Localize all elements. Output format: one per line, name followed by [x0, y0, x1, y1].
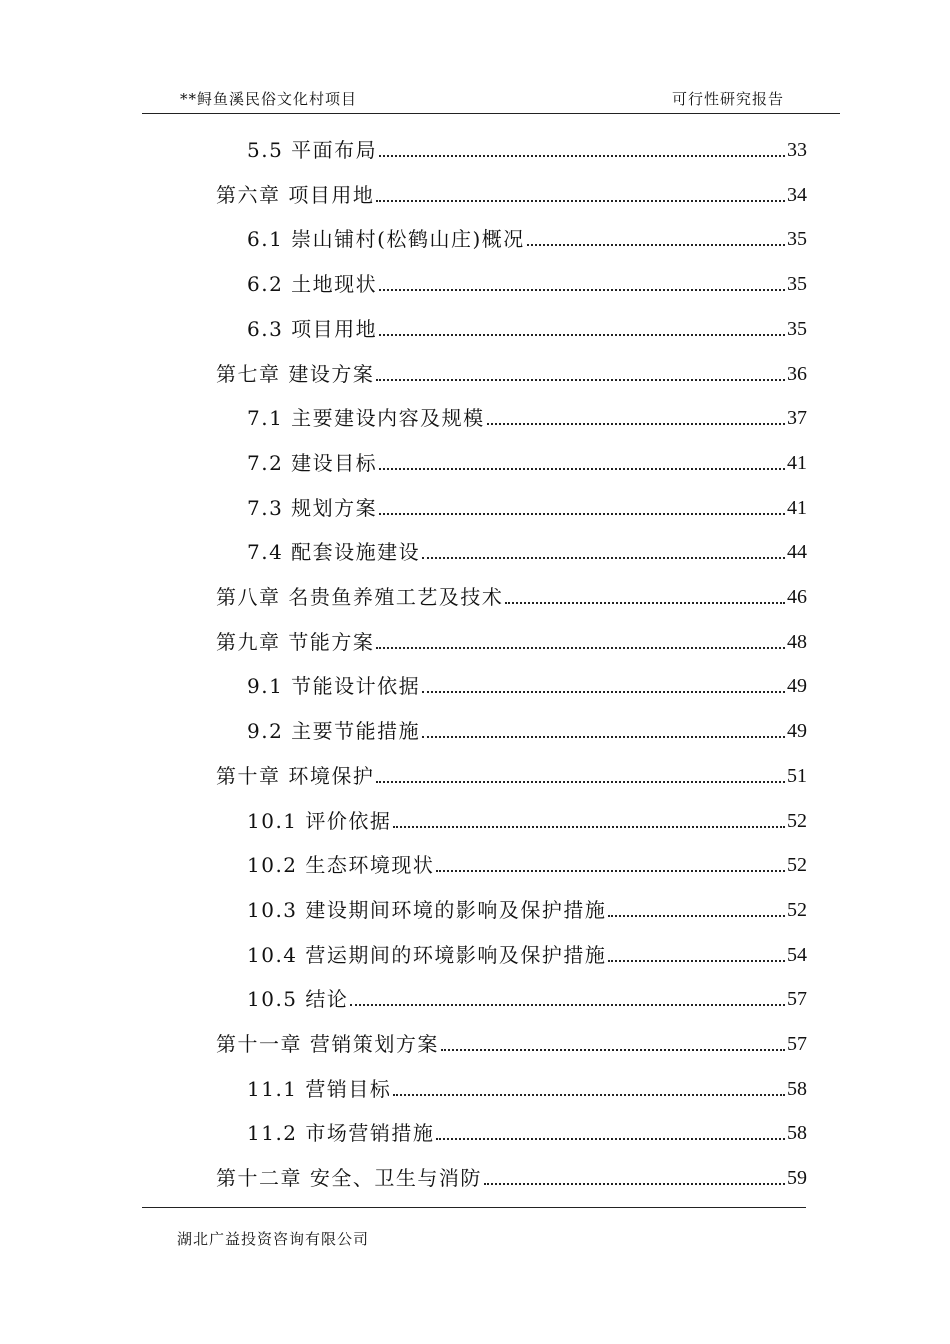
toc-entry-title: 10.5 结论 [247, 987, 349, 1012]
toc-dot-leader [379, 513, 785, 515]
toc-dot-leader [393, 1094, 785, 1096]
toc-section-entry[interactable] [247, 1107, 807, 1147]
toc-entry-page-number: 34 [787, 183, 807, 206]
toc-entry-title: 11.2 市场营销措施 [247, 1121, 435, 1146]
toc-section-entry[interactable] [247, 839, 807, 879]
toc-chapter-entry[interactable] [216, 348, 807, 388]
toc-entry-page-number: 58 [787, 1077, 807, 1100]
toc-dot-leader [422, 736, 785, 738]
toc-dot-leader [376, 200, 785, 202]
toc-entry-page-number: 33 [787, 139, 807, 161]
toc-chapter-entry[interactable] [216, 169, 807, 209]
toc-dot-leader [608, 960, 785, 962]
toc-dot-leader [379, 468, 785, 470]
toc-entry-title: 第七章 建设方案 [216, 361, 375, 386]
toc-entry-page-number: 57 [787, 988, 807, 1011]
toc-entry-title: 6.2 土地现状 [247, 272, 378, 297]
toc-entry-title: 6.1 崇山铺村(松鹤山庄)概况 [247, 227, 525, 252]
toc-chapter-entry[interactable] [216, 616, 807, 656]
toc-dot-leader [393, 826, 785, 828]
toc-entry-title: 7.4 配套设施建设 [247, 540, 421, 565]
toc-chapter-entry[interactable] [216, 1018, 807, 1058]
toc-entry-page-number: 58 [787, 1122, 807, 1145]
toc-entry-title: 第九章 节能方案 [216, 629, 375, 654]
toc-chapter-entry[interactable] [216, 750, 807, 790]
toc-entry-page-number: 36 [787, 362, 807, 385]
toc-dot-leader [350, 1004, 785, 1006]
toc-entry-page-number: 41 [787, 496, 807, 519]
toc-entry-page-number: 46 [787, 586, 807, 608]
toc-dot-leader [608, 915, 785, 917]
toc-entry-title: 6.3 项目用地 [247, 316, 378, 341]
toc-section-entry[interactable] [247, 795, 807, 835]
toc-section-entry[interactable] [247, 884, 807, 924]
footer-company-name: 湖北广益投资咨询有限公司 [177, 1230, 370, 1248]
toc-entry-page-number: 51 [787, 764, 807, 787]
toc-dot-leader [527, 244, 785, 246]
toc-entry-title: 10.4 营运期间的环境影响及保护措施 [247, 942, 607, 967]
toc-entry-page-number: 59 [787, 1167, 807, 1190]
toc-dot-leader [436, 1138, 785, 1140]
toc-section-entry[interactable] [247, 258, 807, 298]
toc-entry-title: 第六章 项目用地 [216, 182, 375, 207]
toc-entry-page-number: 35 [787, 273, 807, 296]
toc-section-entry[interactable] [247, 705, 807, 745]
toc-entry-title: 7.3 规划方案 [247, 495, 378, 520]
toc-dot-leader [484, 1183, 785, 1185]
toc-entry-title: 第八章 名贵鱼养殖工艺及技术 [216, 585, 504, 609]
toc-entry-page-number: 52 [787, 854, 807, 877]
toc-entry-title: 第十二章 安全、卫生与消防 [216, 1166, 482, 1191]
toc-dot-leader [376, 647, 785, 649]
toc-entry-page-number: 48 [787, 630, 807, 653]
header-divider [142, 113, 840, 114]
toc-section-entry[interactable] [247, 392, 807, 432]
toc-dot-leader [505, 602, 785, 604]
toc-entry-title: 第十一章 营销策划方案 [216, 1032, 439, 1056]
toc-section-entry[interactable] [247, 929, 807, 969]
toc-chapter-entry[interactable] [216, 1152, 807, 1192]
toc-entry-title: 7.2 建设目标 [247, 450, 378, 475]
toc-entry-title: 10.3 建设期间环境的影响及保护措施 [247, 897, 607, 922]
toc-entry-page-number: 44 [787, 541, 807, 564]
toc-entry-page-number: 37 [787, 407, 807, 430]
toc-entry-title: 9.2 主要节能措施 [247, 719, 421, 744]
toc-entry-title: 10.1 评价依据 [247, 808, 392, 833]
toc-section-entry[interactable] [247, 303, 807, 343]
toc-entry-title: 7.1 主要建设内容及规模 [247, 406, 485, 431]
toc-section-entry[interactable] [247, 213, 807, 253]
toc-dot-leader [422, 691, 785, 693]
toc-entry-page-number: 35 [787, 228, 807, 251]
toc-dot-leader [379, 289, 785, 291]
footer-divider [142, 1207, 806, 1208]
toc-section-entry[interactable] [247, 973, 807, 1013]
header-report-type: 可行性研究报告 [671, 90, 784, 108]
toc-section-entry[interactable] [247, 1063, 807, 1103]
header-project-name: **鲟鱼溪民俗文化村项目 [180, 90, 358, 108]
toc-entry-page-number: 41 [787, 451, 807, 474]
toc-dot-leader [487, 423, 785, 425]
toc-dot-leader [379, 155, 785, 157]
toc-entry-page-number: 35 [787, 317, 807, 340]
toc-entry-title: 9.1 节能设计依据 [247, 674, 421, 699]
toc-entry-title: 11.1 营销目标 [247, 1076, 392, 1101]
toc-entry-title: 第十章 环境保护 [216, 763, 375, 788]
toc-entry-title: 10.2 生态环境现状 [247, 853, 435, 878]
toc-dot-leader [441, 1049, 785, 1051]
toc-entry-title: 5.5 平面布局 [247, 138, 378, 162]
toc-section-entry[interactable] [247, 526, 807, 566]
toc-section-entry[interactable] [247, 482, 807, 522]
toc-section-entry[interactable] [247, 437, 807, 477]
toc-entry-page-number: 52 [787, 898, 807, 921]
toc-entry-page-number: 54 [787, 943, 807, 966]
page-header [142, 88, 840, 114]
toc-entry-page-number: 49 [787, 720, 807, 743]
toc-entry-page-number: 57 [787, 1033, 807, 1055]
toc-entry-page-number: 49 [787, 675, 807, 698]
toc-chapter-entry[interactable] [216, 571, 807, 611]
toc-dot-leader [422, 557, 785, 559]
toc-dot-leader [376, 379, 785, 381]
toc-dot-leader [376, 781, 785, 783]
toc-section-entry[interactable] [247, 660, 807, 700]
toc-dot-leader [379, 334, 785, 336]
toc-dot-leader [436, 870, 785, 872]
toc-section-entry[interactable] [247, 124, 807, 164]
toc-entry-page-number: 52 [787, 809, 807, 832]
